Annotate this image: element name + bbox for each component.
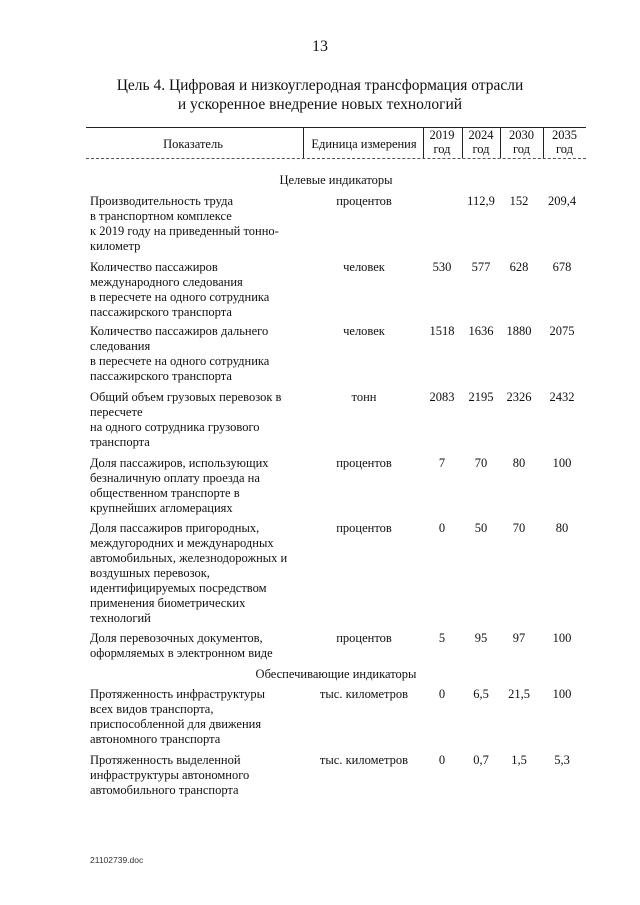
table-cell-unit: тыс. километров [319, 687, 409, 701]
table-cell-2019: 2083 [429, 390, 455, 404]
table-cell-2030: 80 [512, 456, 526, 470]
title-line-1: Цель 4. Цифровая и низкоуглеродная трансформация отрасли [116, 77, 524, 94]
page-title [0, 76, 640, 114]
header-year-2035: 2035 год [552, 128, 577, 156]
table-cell-unit: тонн [351, 390, 377, 404]
table-cell-unit: процентов [336, 631, 392, 645]
table-row-indicator: Количество пассажиров дальнего следования в пересчете на одного сотрудника пассажирского транспорта [90, 324, 270, 383]
page-number: 13 [312, 38, 328, 55]
table-cell-unit: человек [343, 260, 385, 274]
table-row-indicator: Доля пассажиров, использующих безналичную оплату проезда на общественном транспорте в крупнейших агломерациях [90, 456, 269, 515]
table-cell-2030: 628 [509, 260, 529, 274]
table-cell-unit: процентов [336, 456, 392, 470]
table-cell-2019: 5 [438, 631, 446, 645]
table-cell-2035: 5,3 [554, 753, 570, 767]
table-cell-2030: 152 [509, 194, 529, 208]
table-cell-2024: 70 [474, 456, 488, 470]
table-row-indicator: Доля перевозочных документов, оформляемых в электронном виде [90, 631, 273, 660]
table-row-indicator: Производительность труда в транспортном комплексе к 2019 году на приведенный тонно- километр [90, 194, 279, 253]
table-cell-2024: 95 [474, 631, 488, 645]
table-cell-2024: 2195 [468, 390, 494, 404]
table-row-indicator: Протяженность выделенной инфраструктуры автономного автомобильного транспорта [90, 753, 250, 797]
table-cell-2030: 1,5 [511, 753, 527, 767]
table-cell-2024: 577 [471, 260, 491, 274]
table-cell-2030: 70 [512, 521, 526, 535]
table-cell-2019: 0 [438, 521, 446, 535]
table-cell-2024: 1636 [468, 324, 494, 338]
table-row-indicator: Количество пассажиров международного следования в пересчете на одного сотрудника пассажирского транспорта [90, 260, 270, 319]
table-cell-2019: 7 [438, 456, 446, 470]
title-line-2: и ускоренное внедрение новых технологий [177, 96, 463, 113]
table-cell-2019: 0 [438, 687, 446, 701]
header-year-2030: 2030 год [509, 128, 534, 156]
table-row-indicator: Протяженность инфраструктуры всех видов транспорта, приспособленной для движения автономного транспорта [90, 687, 266, 746]
table-cell-unit: процентов [336, 194, 392, 208]
header-unit: Единица измерения [311, 137, 417, 151]
table-cell-2024: 6,5 [473, 687, 489, 701]
section-title-supporting: Обеспечивающие индикаторы [255, 667, 417, 681]
table-cell-2035: 100 [552, 631, 572, 645]
table-cell-2030: 2326 [506, 390, 532, 404]
table-cell-2019: 1518 [429, 324, 455, 338]
table-cell-2019: 530 [432, 260, 452, 274]
table-cell-unit: человек [343, 324, 385, 338]
table-row-indicator: Доля пассажиров пригородных, междугородних и международных автомобильных, железнодорожных и воздушных перевозок, идентифицируемых посредством применения биометрических технологий [90, 521, 288, 625]
header-indicator: Показатель [163, 137, 223, 151]
table-cell-2035: 100 [552, 687, 572, 701]
table-cell-2035: 80 [555, 521, 569, 535]
table-cell-2035: 100 [552, 456, 572, 470]
table-cell-2035: 678 [552, 260, 572, 274]
table-cell-2035: 2075 [549, 324, 575, 338]
document-code: 21102739.doc [90, 855, 144, 865]
table-cell-2035: 2432 [549, 390, 575, 404]
header-year-2019: 2019 год [429, 128, 455, 156]
header-year-2024: 2024 год [468, 128, 494, 156]
table-cell-2030: 1880 [506, 324, 532, 338]
table-cell-2024: 112,9 [467, 194, 495, 208]
table-row-indicator: Общий объем грузовых перевозок в пересчете на одного сотрудника грузового транспорта [90, 390, 282, 449]
column-divider [303, 127, 304, 158]
table-cell-2030: 97 [512, 631, 526, 645]
table-cell-2030: 21,5 [508, 687, 530, 701]
table-cell-2019: 0 [438, 753, 446, 767]
table-cell-2035: 209,4 [547, 194, 577, 208]
table-cell-2024: 50 [474, 521, 488, 535]
section-title-target: Целевые индикаторы [279, 173, 393, 187]
table-header-bottom-rule [86, 158, 586, 159]
table-cell-unit: тыс. километров [319, 753, 409, 767]
table-cell-2024: 0,7 [473, 753, 489, 767]
table-cell-unit: процентов [336, 521, 392, 535]
